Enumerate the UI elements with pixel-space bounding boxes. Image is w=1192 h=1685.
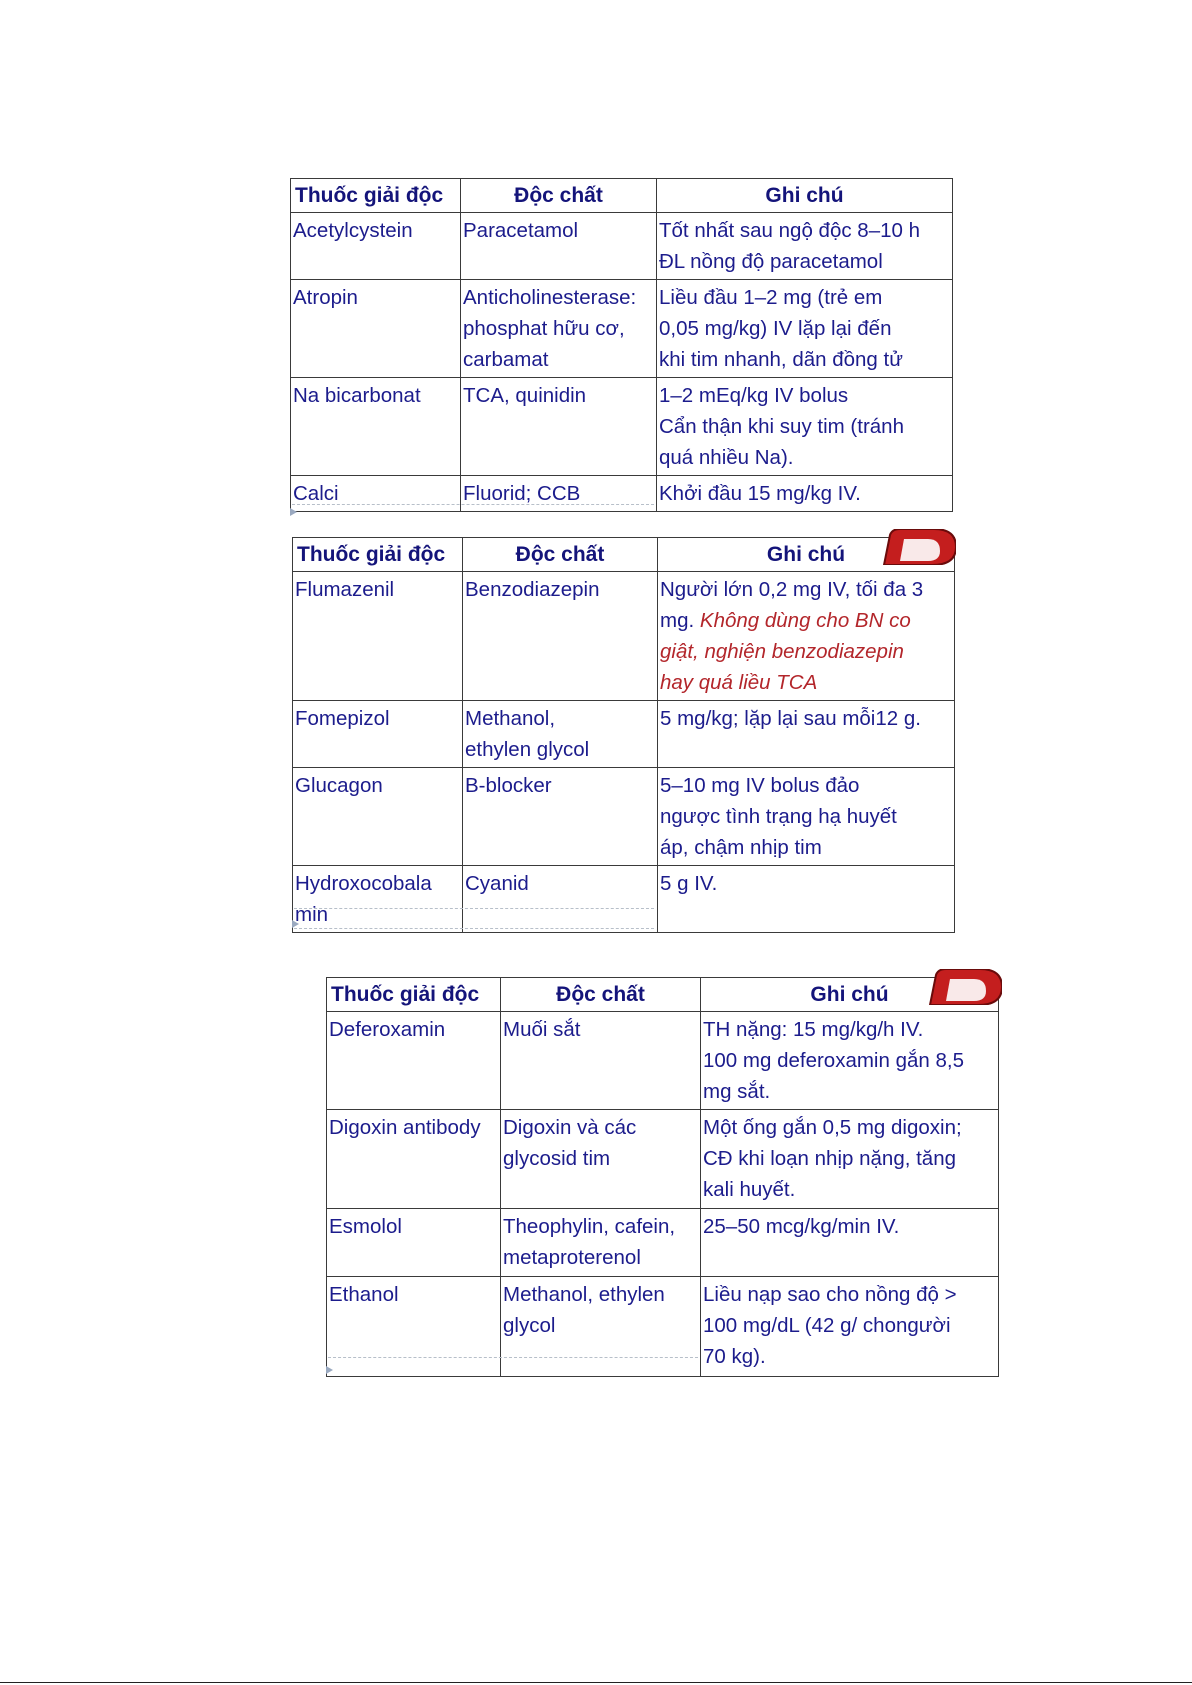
dashed-guide [328, 1357, 698, 1358]
note-cell: Liều đầu 1–2 mg (trẻ em 0,05 mg/kg) IV lặp lại đến khi tim nhanh, dãn đồng tử [657, 280, 953, 378]
table-row [291, 378, 953, 476]
toxin-cell: TCA, quinidin [461, 378, 657, 476]
table-row [327, 1277, 999, 1377]
note-cell: Liều nạp sao cho nồng độ > 100 mg/dL (42 g/ chongười 70 kg). [701, 1277, 999, 1377]
table-row [293, 701, 955, 768]
note-cell: 1–2 mEq/kg IV bolus Cẩn thận khi suy tim (tránh quá nhiều Na). [657, 378, 953, 476]
corner-marker-icon [326, 1366, 333, 1374]
header-toxin: Độc chất [463, 538, 658, 572]
note-cell: TH nặng: 15 mg/kg/h IV. 100 mg deferoxamin gắn 8,5 mg sắt. [701, 1012, 999, 1110]
dashed-guide [294, 928, 654, 929]
table-2-wrapper [292, 537, 955, 933]
toxin-cell: Cyanid [463, 866, 658, 933]
note-cell: Khởi đầu 15 mg/kg IV. [657, 476, 953, 512]
note-cell: 5 mg/kg; lặp lại sau mỗi12 g. [658, 701, 955, 768]
antidote-cell: Glucagon [293, 768, 463, 866]
antidote-cell: Esmolol [327, 1209, 501, 1277]
antidote-cell: Ethanol [327, 1277, 501, 1377]
header-toxin: Độc chất [461, 179, 657, 213]
page-bottom-rule [0, 1682, 1192, 1683]
toxin-cell: B-blocker [463, 768, 658, 866]
toxin-cell: Anticholinesterase: phosphat hữu cơ, carbamat [461, 280, 657, 378]
toxin-cell: Muối sắt [501, 1012, 701, 1110]
table-row [293, 866, 955, 933]
antidote-cell: Flumazenil [293, 572, 463, 701]
antidote-cell: Fomepizol [293, 701, 463, 768]
red-d-logo-icon [876, 529, 956, 565]
header-note: Ghi chú [657, 179, 953, 213]
antidote-cell: Acetylcystein [291, 213, 461, 280]
toxin-cell: Methanol, ethylen glycol [501, 1277, 701, 1377]
antidote-cell: Deferoxamin [327, 1012, 501, 1110]
red-d-logo-icon [922, 969, 1002, 1005]
header-note: Ghi chú [658, 538, 955, 572]
antidote-cell: Hydroxocobala min [293, 866, 463, 933]
header-note: Ghi chú [701, 978, 999, 1012]
header-toxin: Độc chất [501, 978, 701, 1012]
dashed-guide [294, 908, 654, 909]
antidote-table-1 [290, 178, 953, 512]
antidote-table-2 [292, 537, 955, 933]
note-cell: Tốt nhất sau ngộ độc 8–10 h ĐL nồng độ paracetamol [657, 213, 953, 280]
table-row [291, 213, 953, 280]
table-row [327, 1209, 999, 1277]
note-cell: 5 g IV. [658, 866, 955, 933]
table-row [291, 280, 953, 378]
toxin-cell: Paracetamol [461, 213, 657, 280]
note-cell: 5–10 mg IV bolus đảo ngược tình trạng hạ huyết áp, chậm nhịp tim [658, 768, 955, 866]
note-cell: Một ống gắn 0,5 mg digoxin; CĐ khi loạn nhịp nặng, tăng kali huyết. [701, 1110, 999, 1209]
warning-text: hay quá liều TCA [660, 671, 818, 694]
header-antidote: Thuốc giải độc [291, 179, 461, 213]
antidote-cell: Digoxin antibody [327, 1110, 501, 1209]
note-cell: Người lớn 0,2 mg IV, tối đa 3 mg. Không dùng cho BN co giật, nghiện benzodiazepin hay quá liều TCA [658, 572, 955, 701]
toxin-cell: Digoxin và các glycosid tim [501, 1110, 701, 1209]
antidote-table-3 [326, 977, 999, 1377]
toxin-cell: Methanol, ethylen glycol [463, 701, 658, 768]
corner-marker-icon [290, 508, 297, 516]
corner-marker-icon [292, 920, 299, 928]
antidote-cell: Calci [291, 476, 461, 512]
table-row [327, 1012, 999, 1110]
warning-text: Không dùng cho BN co [699, 609, 911, 632]
table-header-row [327, 978, 999, 1012]
table-row [327, 1110, 999, 1209]
antidote-cell: Na bicarbonat [291, 378, 461, 476]
header-antidote: Thuốc giải độc [293, 538, 463, 572]
warning-text: giật, nghiện benzodiazepin [660, 640, 904, 663]
header-antidote: Thuốc giải độc [327, 978, 501, 1012]
toxin-cell: Benzodiazepin [463, 572, 658, 701]
table-3-wrapper [326, 977, 999, 1377]
antidote-cell: Atropin [291, 280, 461, 378]
table-row [293, 768, 955, 866]
table-row [293, 572, 955, 701]
note-cell: 25–50 mcg/kg/min IV. [701, 1209, 999, 1277]
toxin-cell: Fluorid; CCB [461, 476, 657, 512]
table-header-row [291, 179, 953, 213]
dashed-guide [292, 504, 654, 505]
table-header-row [293, 538, 955, 572]
table-1-wrapper [290, 178, 953, 512]
toxin-cell: Theophylin, cafein, metaproterenol [501, 1209, 701, 1277]
table-row [291, 476, 953, 512]
